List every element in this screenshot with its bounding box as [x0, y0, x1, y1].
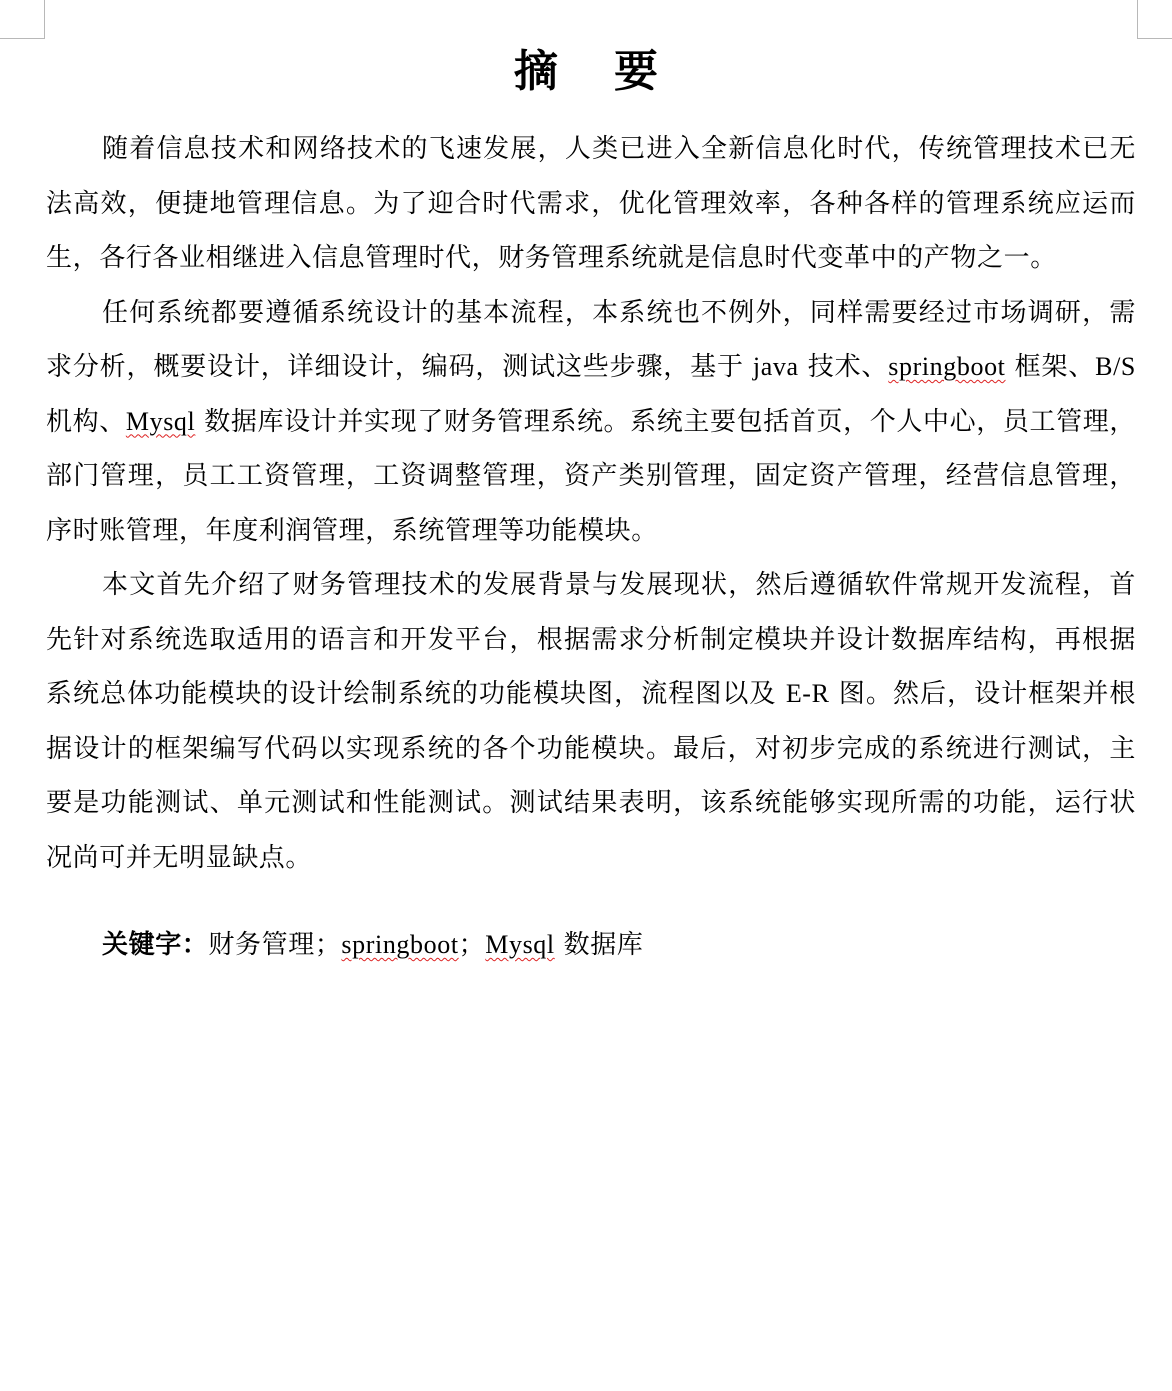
term-mysql: Mysql: [125, 406, 196, 436]
paragraph-2-text-2: 技术、: [807, 352, 889, 382]
keywords-line: [102, 918, 643, 972]
abstract-title: 摘要: [514, 46, 714, 97]
term-er: E-R: [785, 679, 830, 708]
term-springboot: springboot: [888, 352, 1006, 381]
page-corner-mark-top-right: [1137, 0, 1172, 39]
paragraph-2-text-4: 机构、: [46, 406, 126, 437]
paragraph-3: [46, 558, 1136, 885]
paragraph-2-text-1: 任何系统都要遵循系统设计的基本流程，本系统也不例外，同样需要经过市场调研，需求分析，概要设计，详细设计，编码，测试这些步骤，基于: [46, 297, 1136, 382]
keyword-separator-2: ；: [458, 930, 486, 960]
paragraph-3-text-1: 本文首先介绍了财务管理技术的发展背景与发展现状，然后遵循软件常规开发流程，首先针对系统选取适用的语言和开发平台，根据需求分析制定模块并设计数据库结构，再根据系统总体功能模块的设计绘制系统的功能模块图，流程图以及: [46, 570, 1136, 709]
abstract-body: [46, 122, 1136, 885]
paragraph-2-text-3: 框架、: [1014, 352, 1096, 382]
paragraph-2-text-5: 数据库设计并实现了财务管理系统。系统主要包括首页，个人中心，员工管理，部门管理，员工工资管理，工资调整管理，资产类别管理，固定资产管理，经营信息管理，序时账管理，年度利润管理，系统管理等功能模块。: [46, 406, 1136, 546]
keyword-separator-1: ；: [314, 930, 342, 960]
keyword-1: 财务管理: [208, 930, 315, 960]
keyword-3: Mysql: [485, 930, 555, 959]
page-corner-mark-top-left: [0, 0, 45, 39]
paragraph-1: 随着信息技术和网络技术的飞速发展，人类已进入全新信息化时代，传统管理技术已无法高效，便捷地管理信息。为了迎合时代需求，优化管理效率，各种各样的管理系统应运而生，各行各业相继进入信息管理时代，财务管理系统就是信息时代变革中的产物之一。: [46, 134, 1136, 273]
keyword-3-suffix: 数据库: [563, 930, 644, 960]
keywords-label: 关键字：: [102, 930, 209, 960]
paragraph-2: [46, 286, 1136, 559]
term-java: java: [752, 352, 799, 381]
term-bs: B/S: [1095, 352, 1136, 381]
keyword-2: springboot: [341, 930, 459, 959]
paragraph-3-text-2: 图。然后，设计框架并根据设计的框架编写代码以实现系统的各个功能模块。最后，对初步完成的系统进行测试，主要是功能测试、单元测试和性能测试。测试结果表明，该系统能够实现所需的功能，运行状况尚可并无明显缺点。: [46, 679, 1136, 873]
